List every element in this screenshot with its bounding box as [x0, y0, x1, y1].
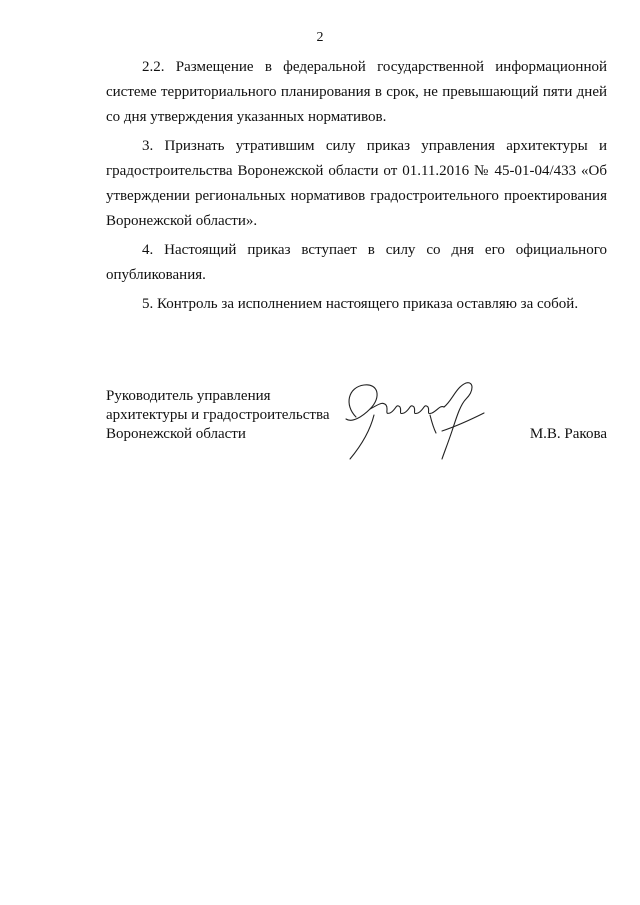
paragraph-5: 5. Контроль за исполнением настоящего приказа оставляю за собой. [142, 296, 579, 312]
signatory-position [106, 387, 329, 444]
signatory-position-line: Руководитель управления [106, 388, 271, 404]
signature-block [106, 387, 607, 487]
paragraph-3: 3. Признать утратившим силу приказ управления архитектуры и градостроительства Воронежской области от 01.11.2016 № 45-01-04/433 «Об утверждении региональных нормативов градостроительного проектирования Воронежской области». [106, 138, 607, 229]
paragraph-2-2: 2.2. Размещение в федеральной государственной информационной системе территориального планирования в срок, не превышающий пяти дней со дня утверждения указанных нормативов. [106, 59, 607, 125]
signatory-name: М.В. Ракова [529, 426, 607, 442]
document-body [106, 55, 607, 321]
signatory-position-line: архитектуры и градостроительства [106, 407, 330, 423]
signatory-position-line: Воронежской области [106, 426, 246, 442]
paragraph-4: 4. Настоящий приказ вступает в силу со дня его официального опубликования. [106, 242, 607, 283]
handwritten-signature-icon [334, 375, 504, 475]
page-number: 2 [316, 30, 324, 45]
